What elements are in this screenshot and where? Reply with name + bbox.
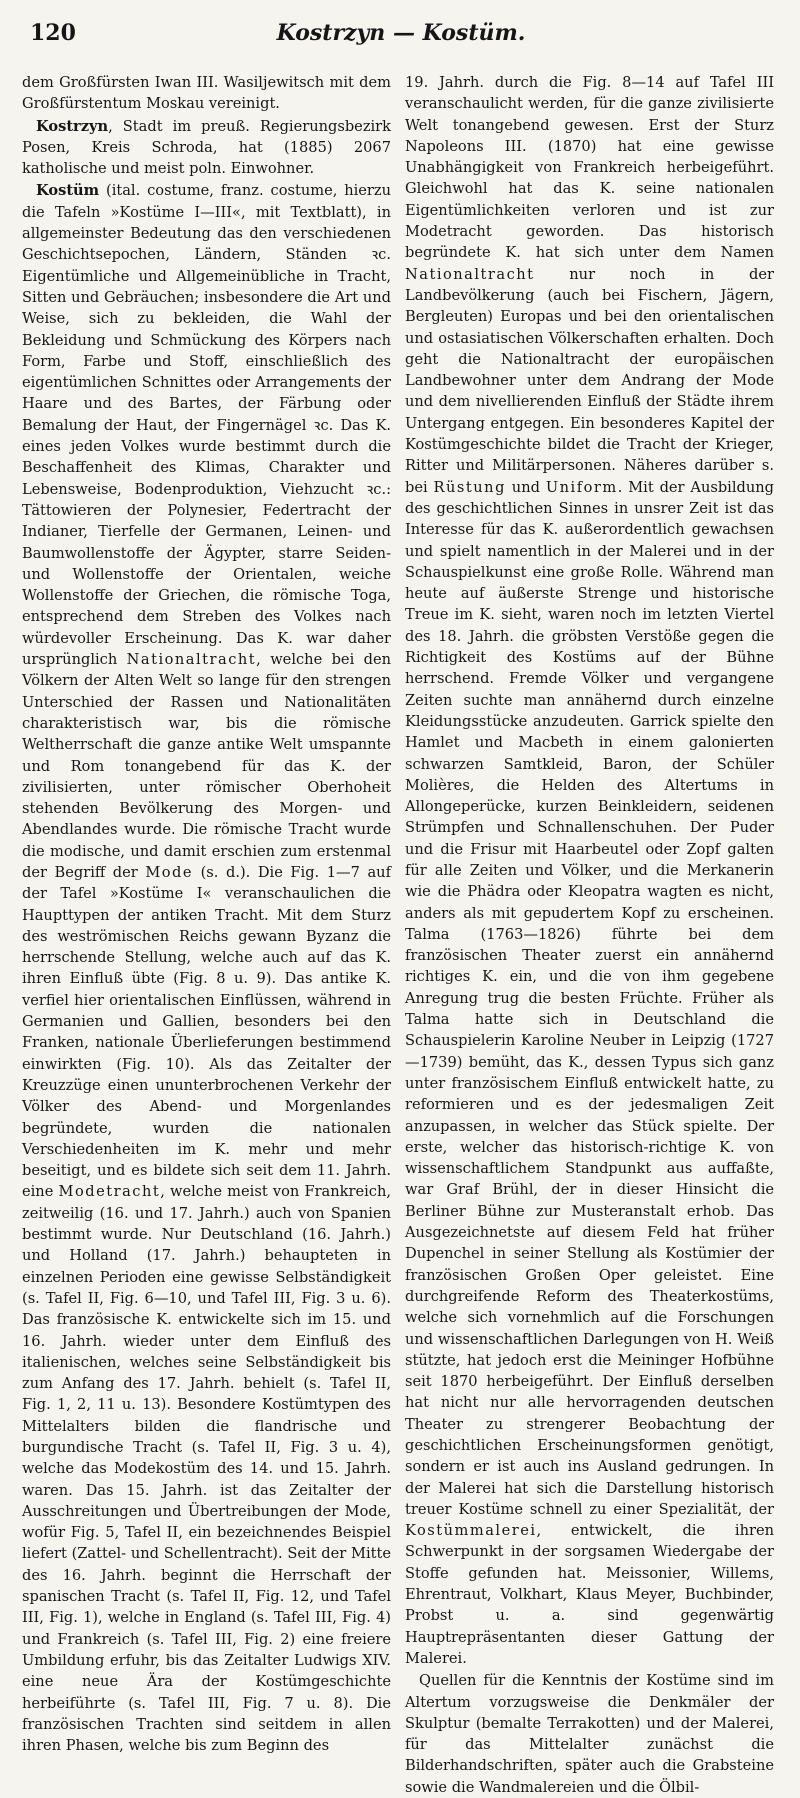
- entry-kostuem: [22, 180, 391, 1756]
- paragraph-continuation: [405, 72, 774, 1669]
- entry-text: , Stadt im preuß. Regierungsbezirk Posen, Kreis Schroda, hat (1885) 2067 katholische und meist poln. Einwohner.: [22, 117, 391, 178]
- spaced-term: Rüstung: [433, 478, 506, 496]
- entry-text: , welche meist von Frankreich, zeitweilig (16. und 17. Jahrh.) auch von Spanien bestimmt wurde. Nur Deutschland (16. Jahrh.) und Holland (17. Jahrh.) behaupteten in einzelnen Perioden eine gewisse Selbständigkeit (s. Tafel II, Fig. 6—10, und Tafel III, Fig. 3 u. 6). Das französische K. entwickelte sich im 15. und 16. Jahrh. wieder unter dem Einfluß des italienischen, welches seine Selbständigkeit bis zum Anfang des 17. Jahrh. behielt (s. Tafel II, Fig. 1, 2, 11 u. 13). Besondere Kostümtypen des Mittelalters bilden die flandrische und burgundische Tracht (s. Tafel II, Fig. 3 u. 4), welche das Modekostüm des 14. und 15. Jahrh. waren. Das 15. Jahrh. ist das Zeitalter der Ausschreitungen und Übertreibungen der Mode, wofür Fig. 5, Tafel II, ein bezeichnendes Beispiel liefert (Zattel- und Schellentracht). Seit der Mitte des 16. Jahrh. beginnt die Herrschaft der spanischen Tracht (s. Tafel II, Fig. 12, und Tafel III, Fig. 1), welche in England (s. Tafel III, Fig. 4) und Frankreich (s. Tafel III, Fig. 2) eine freiere Umbildung erfuhr, bis das Zeitalter Ludwigs XIV. eine neue Ära der Kostümgeschichte herbeiführte (s. Tafel III, Fig. 7 u. 8). Die französischen Trachten sind seitdem in allen ihren Phasen, welche bis zum Beginn des: [22, 1183, 391, 1755]
- entry-headword: Kostüm: [36, 182, 100, 200]
- dictionary-page: [22, 10, 780, 1796]
- entry-kostrzyn: [22, 116, 391, 180]
- entry-text: (s. d.). Die Fig. 1—7 auf der Tafel »Kostüme I« veranschaulichen die Haupttypen der antiken Tracht. Mit dem Sturz des weströmischen Reichs gewann Byzanz die herrschende Stellung, welche auch auf das K. ihren Einfluß übte (Fig. 8 u. 9). Das antike K. verfiel hier orientalischen Einflüssen, während in Germanien und Gallien, besonders bei den Franken, nationale Überlieferungen bestimmend einwirkten (Fig. 10). Als das Zeitalter der Kreuzzüge einen ununterbrochenen Verkehr der Völker des Abend- und Morgenlandes begründete, wurden die nationalen Verschiedenheiten im K. mehr und mehr beseitigt, und es bildete sich seit dem 11. Jahrh. eine: [22, 863, 391, 1201]
- text-columns: [22, 72, 780, 1798]
- entry-text: (ital. costume, franz. costume, hierzu die Tafeln »Kostüme I—III«, mit Textblatt), in allgemeinster Bedeutung das den verschiedenen Geschichtsepochen, Ländern, Ständen ꝛc. Eigentümliche und Allgemeinübliche in Tracht, Sitten und Gebräuchen; insbesondere die Art und Weise, sich zu bekleiden, die Wahl der Bekleidung und Schmückung des Körpers nach Form, Farbe und Stoff, einschließlich des eigentümlichen Schnittes oder Arrangements der Haare und des Bartes, der Färbung oder Bemalung der Haut, der Fingernägel ꝛc. Das K. eines jeden Volkes wurde bestimmt durch die Beschaffenheit des Klimas, Charakter und Lebensweise, Bodenproduktion, Viehzucht ꝛc.: Tättowieren der Polynesier, Federtracht der Indianer, Tierfelle der Germanen, Leinen- und Baumwollenstoffe der Ägypter, starre Seiden- und Wollenstoffe der Orientalen, weiche Wollenstoffe der Griechen, die römische Toga, entsprechend dem Streben des Volkes nach würdevoller Erscheinung. Das K. war daher ursprünglich: [22, 182, 391, 669]
- page-header: [22, 10, 780, 50]
- entry-text: , entwickelt, die ihren Schwerpunkt in der sorgsamen Wiedergabe der Stoffe gefunden hat. Meissonier, Willems, Ehrentraut, Volkhart, Klaus Meyer, Buchbinder, Probst u. a. sind gegenwärtig Hauptrepräsentanten dieser Gattung der Malerei.: [405, 1522, 774, 1667]
- page-number: 120: [30, 20, 76, 46]
- paragraph-continuation: dem Großfürsten Iwan III. Wasiljewitsch mit dem Großfürstentum Moskau vereinigt.: [22, 74, 391, 113]
- spaced-term: Modetracht: [58, 1183, 161, 1201]
- entry-headword: Kostrzyn: [36, 117, 109, 135]
- spaced-term: Uniform: [545, 478, 618, 496]
- spaced-term: Mode: [145, 863, 194, 881]
- spaced-term: Nationaltracht: [405, 265, 535, 283]
- spaced-term: Nationaltracht: [126, 651, 257, 669]
- entry-text: , welche bei den Völkern der Alten Welt so lange für den strengen Unterschied der Rassen und Nationalitäten charakteristisch war, bis die römische Weltherrschaft die ganze antike Welt umspannte und Rom tonangebend für das K. der zivilisierten, unter römischer Oberhoheit stehenden Bevölkerung des Morgen- und Abendlandes wurde. Die römische Tracht wurde die modische, und damit erschien zum erstenmal der Begriff der: [22, 651, 391, 881]
- left-column: [22, 72, 391, 1798]
- right-column: [405, 72, 780, 1798]
- entry-text: . Mit der Ausbildung des geschichtlichen Sinnes in unsrer Zeit ist das Interesse für das K. außerordentlich gewachsen und spielt namentlich in der Malerei und in der Schauspielkunst eine große Rolle. Während man heute auf äußerste Strenge und historische Treue im K. sieht, waren noch im letzten Viertel des 18. Jahrh. die gröbsten Verstöße gegen die Richtigkeit des Kostüms auf der Bühne herrschend. Fremde Völker und vergangene Zeiten suchte man annähernd durch einzelne Kleidungsstücke anzudeuten. Garrick spielte den Hamlet und Macbeth in einem galonierten schwarzen Samtkleid, Baron, der Schüler Molières, die Helden des Altertums in Allongeperücke, kurzen Beinkleidern, seidenen Strümpfen und Schnallenschuhen. Der Puder und die Frisur mit Haarbeutel oder Zopf galten für alle Zeiten und Völker, und die Merkanerin wie die Phädra oder Kleopatra wagten es nicht, anders als mit gepudertem Kopf zu erscheinen. Talma (1763—1826) führte bei dem französischen Theater zuerst ein annähernd richtiges K. ein, und die von ihm gegebene Anregung trug die besten Früchte. Früher als Talma hatte sich in Deutschland die Schauspielerin Karoline Neuber in Leipzig (1727—1739) bemüht, das K., dessen Typus sich ganz unter französischem Einfluß entwickelt hatte, zu reformieren und es der jedesmaligen Zeit anzupassen, in welcher das Stück spielte. Der erste, welcher das historisch-richtige K. von wissenschaftlichem Standpunkt aus auffaßte, war Graf Brühl, der in dieser Hinsicht die Berliner Bühne zur Musteranstalt erhob. Das Ausgezeichnetste auf diesem Feld hat früher Dupenchel in seiner Stellung als Kostümier der französischen Großen Oper geleistet. Eine durchgreifende Reform des Theaterkostüms, welche sich vornehmlich auf die Forschungen und wissenschaftlichen Darlegungen von H. Weiß stützte, hat jedoch erst die Meininger Hofbühne seit 1870 herbeigeführt. Der Einfluß derselben hat nicht nur alle hervorragenden deutschen Theater zu strengerer Beobachtung der geschichtlichen Erscheinungsformen genötigt, sondern er ist auch ins Ausland gedrungen. In der Malerei hat sich die Darstellung historisch treuer Kostüme schnell zu einer Spezialität, der: [405, 478, 774, 1518]
- entry-text: und: [505, 478, 546, 496]
- paragraph-sources: Quellen für die Kenntnis der Kostüme sind im Altertum vorzugsweise die Denkmäler der Skulptur (bemalte Terrakotten) und der Malerei, für das Mittelalter zunächst die Bilderhandschriften, später auch die Grabsteine sowie die Wandmalereien und die Ölbil-: [405, 1672, 774, 1796]
- running-title: Kostrzyn — Kostüm.: [276, 20, 526, 46]
- entry-text: nur noch in der Landbevölkerung (auch bei Fischern, Jägern, Bergleuten) Europas und bei den orientalischen und ostasiatischen Völkerschaften erhalten. Doch geht die Nationaltracht der europäischen Landbewohner unter dem Andrang der Mode und dem nivellierenden Einfluß der Städte ihrem Untergang entgegen. Ein besonderes Kapitel der Kostümgeschichte bildet die Tracht der Krieger, Ritter und Militärpersonen. Näheres darüber s. bei: [405, 265, 774, 496]
- spaced-term: Kostümmalerei: [405, 1522, 537, 1540]
- entry-text: 19. Jahrh. durch die Fig. 8—14 auf Tafel III veranschaulicht werden, für die ganze zivilisierte Welt tonangebend gewesen. Erst der Sturz Napoleons III. (1870) hat eine gewisse Unabhängigkeit von Frankreich herbeigeführt. Gleichwohl hat das K. seine nationalen Eigentümlichkeiten verloren und ist zur Modetracht geworden. Das historisch begründete K. hat sich unter dem Namen: [405, 74, 774, 262]
